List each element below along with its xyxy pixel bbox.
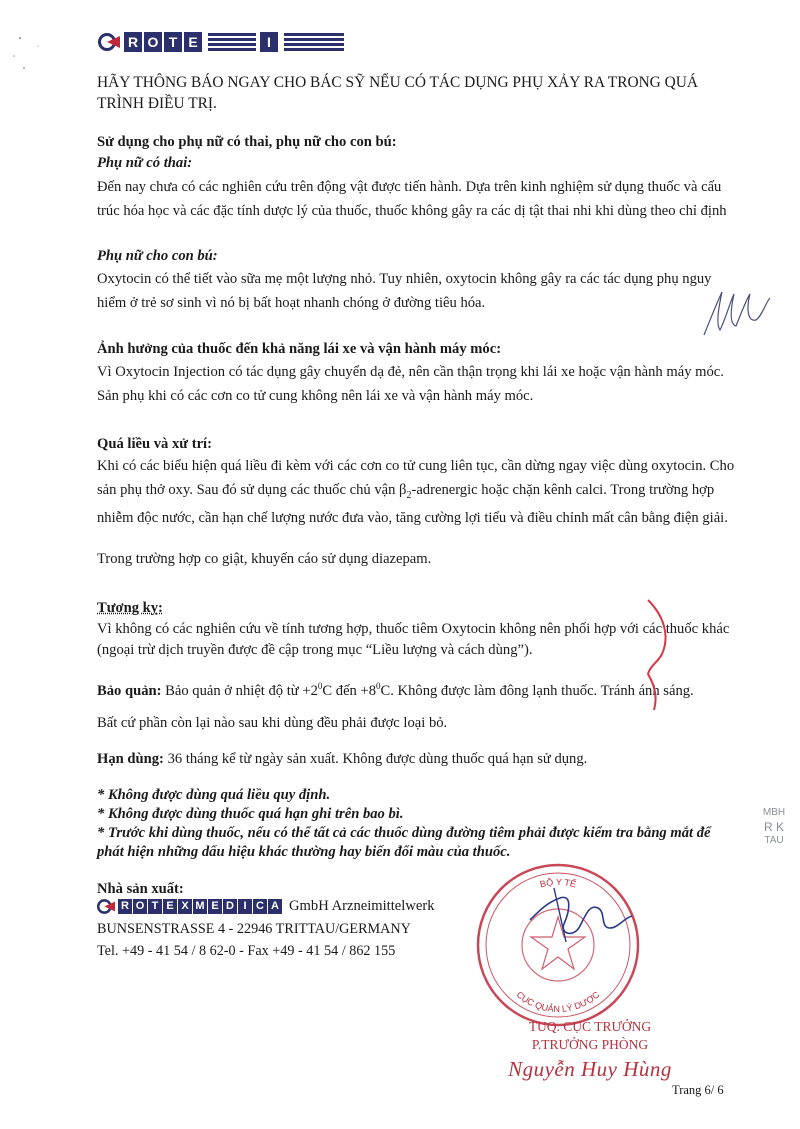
- header-logo: [98, 32, 344, 52]
- manufacturer-logo-letter: E: [163, 899, 177, 914]
- logo-stripes-icon: [208, 33, 256, 51]
- note-1: * Không được dùng quá liều quy định.: [97, 787, 331, 803]
- note-2: * Không được dùng thuốc quá hạn ghi trên bao bì.: [97, 806, 404, 822]
- official-signature-icon: [520, 880, 640, 950]
- manufacturer-logo: [97, 898, 435, 915]
- logo-letter-e: E: [184, 32, 202, 52]
- beta-subscript: 2: [406, 489, 412, 501]
- signature-line-2: P.TRƯỞNG PHÒNG: [531, 1037, 649, 1052]
- stamp-bottom-text: CỤC QUẢN LÝ DƯỢC: [514, 989, 602, 1015]
- overdose-text1-b: -adrenergic hoặc chặn kênh calci. Trong trường hợp nhiễm độc nước, cần hạn chế lượng nước đưa vào, tăng cường lợi tiểu và điều chỉnh mất cân bằng điện giải.: [97, 481, 728, 526]
- red-pen-mark-icon: [640, 596, 680, 716]
- overdose-text1: [97, 455, 737, 530]
- manufacturer-logo-letters: [118, 899, 283, 914]
- manufacturer-logo-letter: R: [118, 899, 132, 914]
- logo-letter-i: I: [260, 32, 278, 52]
- manufacturer-logo-letter: M: [193, 899, 207, 914]
- storage-text-a: Bảo quản ở nhiệt độ từ +2: [161, 682, 318, 699]
- margin-note-line-2: R K: [763, 820, 784, 834]
- overdose-heading: Quá liều và xử trí:: [97, 436, 212, 452]
- manufacturer-contact: Tel. +49 - 41 54 / 8 62-0 - Fax +49 - 41 54 / 862 155: [97, 943, 396, 959]
- pregnancy-text2: Oxytocin có thể tiết vào sữa mẹ một lượng nhỏ. Tuy nhiên, oxytocin không gây ra các tác dụng phụ nguy hiểm ở trẻ sơ sinh vì nó bị bất hoạt nhanh chóng ở đường tiêu hóa.: [97, 271, 712, 311]
- signature-block: [480, 1018, 700, 1084]
- logo-letter-o: O: [144, 32, 162, 52]
- note-3: * Trước khi dùng thuốc, nếu có thể tất cả các thuốc dùng đường tiêm phải được kiểm tra bằng mắt để phát hiện những dấu hiệu khác thường hay biến đổi màu của thuốc.: [97, 825, 711, 860]
- signature-name: Nguyễn Huy Hùng: [508, 1057, 672, 1081]
- logo-stripes-icon-2: [284, 33, 344, 51]
- expiry-label: Hạn dùng:: [97, 751, 164, 767]
- pregnancy-heading: Sử dụng cho phụ nữ có thai, phụ nữ cho con bú:: [97, 134, 397, 150]
- margin-note-line-1: MBH: [762, 807, 786, 818]
- manufacturer-logo-letter: T: [148, 899, 162, 914]
- storage-text2: Bất cứ phần còn lại nào sau khi dùng đều phải được loại bỏ.: [97, 715, 448, 731]
- manufacturer-logo-letter: O: [133, 899, 147, 914]
- driving-text: Vì Oxytocin Injection có tác dụng gây chuyển dạ đẻ, nên cần thận trọng khi lái xe hoặc vận hành máy móc. Sản phụ khi có các cơn co tử cung không nên lái xe và vận hành máy móc.: [97, 364, 724, 404]
- signature-line-1: TUQ. CỤC TRƯỞNG: [528, 1019, 652, 1034]
- manufacturer-company: GmbH Arzneimittelwerk: [289, 898, 435, 914]
- incompat-heading: Tương kỵ:: [97, 600, 163, 616]
- expiry-value: 36 tháng kể từ ngày sản xuất. Không được dùng thuốc quá hạn sử dụng.: [163, 751, 588, 767]
- manufacturer-logo-letter: C: [253, 899, 267, 914]
- manufacturer-heading: Nhà sản xuất:: [97, 881, 184, 897]
- manufacturer-logo-arrow-icon: [97, 899, 115, 914]
- manufacturer-logo-letter: E: [208, 899, 222, 914]
- margin-note: [756, 806, 792, 848]
- pregnancy-text1: Đến nay chưa có các nghiên cứu trên động vật được tiến hành. Dựa trên kinh nghiệm sử dụng thuốc và cấu trúc hóa học và các đặc tính dược lý của thuốc, thuốc không gây ra các dị tật thai nhi khi dùng theo chỉ định: [97, 179, 727, 219]
- logo-letter-t: T: [164, 32, 182, 52]
- stamp-top-text: BỘ Y TẾ: [538, 876, 578, 890]
- expiry-text: [97, 748, 737, 770]
- scan-specks: [8, 28, 48, 78]
- manufacturer-logo-letter: A: [268, 899, 282, 914]
- manufacturer-logo-letter: I: [238, 899, 252, 914]
- warning-text: HÃY THÔNG BÁO NGAY CHO BÁC SỸ NẾU CÓ TÁC DỤNG PHỤ XẢY RA TRONG QUÁ TRÌNH ĐIỀU TRỊ.: [97, 74, 698, 112]
- storage-deg1: 0: [317, 681, 323, 691]
- logo-letter-r: R: [124, 32, 142, 52]
- incompat-text: Vì không có các nghiên cứu về tính tương hợp, thuốc tiêm Oxytocin không nên phối hợp với các thuốc khác (ngoại trừ dịch truyền được đề cập trong mục “Liều lượng và cách dùng”).: [97, 621, 730, 658]
- overdose-text2: Trong trường hợp co giật, khuyến cáo sử dụng diazepam.: [97, 551, 432, 567]
- margin-note-line-3: TAU: [764, 835, 784, 846]
- manufacturer-logo-letter: X: [178, 899, 192, 914]
- manufacturer-logo-letter: D: [223, 899, 237, 914]
- overdose-text1-a: Khi có các biểu hiện quá liều đi kèm với các cơn co tử cung liên tục, cần dừng ngay việc dùng oxytocin. Cho sản phụ thở oxy. Sau đó sử dụng các thuốc chủ vận β: [97, 458, 735, 498]
- initials-signature-icon: [700, 280, 775, 340]
- driving-heading: Ảnh hưởng của thuốc đến khả năng lái xe và vận hành máy móc:: [97, 341, 502, 357]
- page-number: Trang 6/ 6: [672, 1083, 724, 1097]
- storage-text-c: C. Không được làm đông lạnh thuốc. Tránh ánh sáng.: [380, 682, 694, 699]
- storage-text-b: C đến +8: [322, 682, 377, 699]
- storage-label: Bảo quản:: [97, 682, 162, 699]
- manufacturer-address: BUNSENSTRASSE 4 - 22946 TRITTAU/GERMANY: [97, 921, 411, 937]
- logo-arrow-icon: [98, 33, 120, 51]
- storage-deg2: 0: [376, 681, 381, 691]
- pregnancy-sub1: Phụ nữ có thai:: [97, 155, 193, 171]
- pregnancy-sub2: Phụ nữ cho con bú:: [97, 248, 218, 264]
